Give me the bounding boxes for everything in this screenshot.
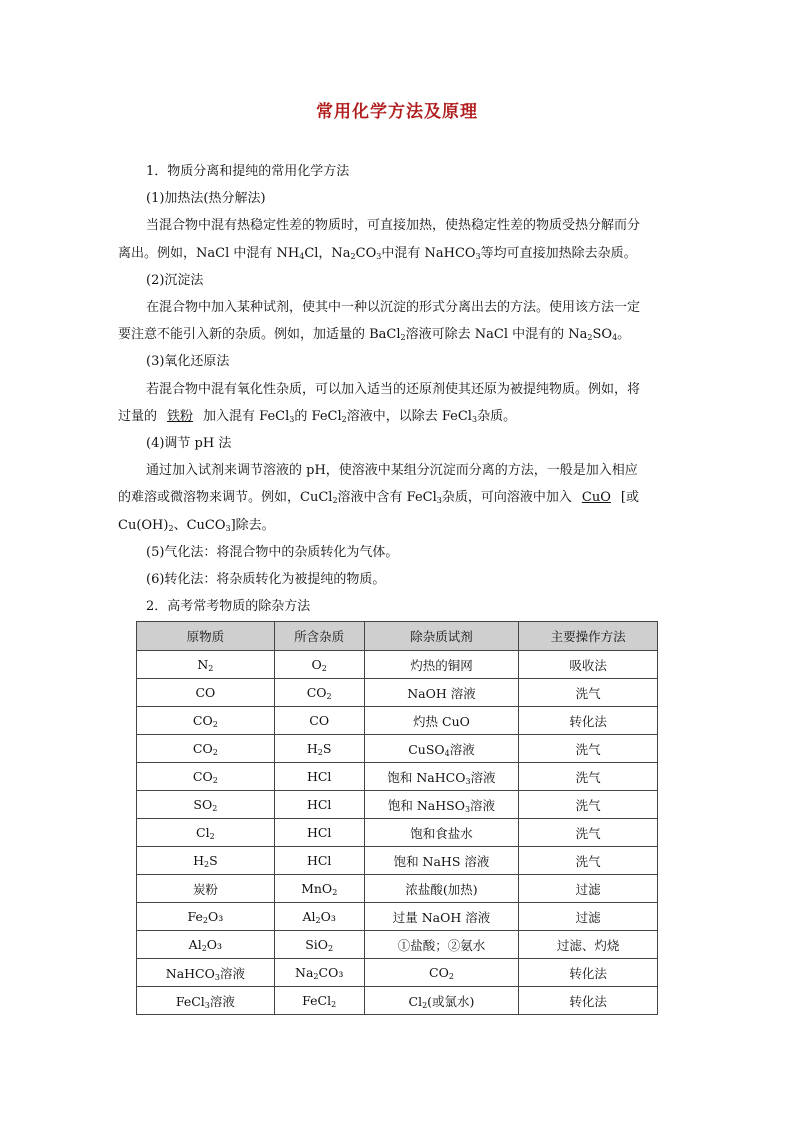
subscript: 3 — [225, 523, 231, 533]
table-cell — [364, 931, 519, 959]
text-run: 过量的 — [118, 408, 158, 424]
method-5: (5)气化法：将混合物中的杂质转化为气体。 — [146, 544, 399, 560]
subscript: 2 — [212, 720, 218, 729]
table-cell — [274, 847, 364, 875]
cell-text: Al — [302, 909, 316, 924]
table-row — [137, 651, 658, 679]
cell-text: CuSO — [408, 741, 445, 757]
table-cell — [364, 987, 519, 1015]
cell-text: 过滤 — [575, 881, 601, 897]
method-3-line-1: 若混合物中混有氧化性杂质，可以加入适当的还原剂使其还原为被提纯物质。例如，将 — [146, 381, 641, 397]
method-1-label: (1)加热法(热分解法) — [146, 191, 266, 207]
cell-text: O₃ — [207, 909, 224, 924]
method-4-line-1: 通过加入试剂来调节溶液的 pH，使溶液中某组分沉淀而分离的方法，一般是加入相应 — [146, 463, 638, 479]
text-run: 的难溶或微溶物来调节。例如，CuCl — [118, 490, 333, 506]
cell-text: 溶液 — [209, 993, 235, 1009]
cell-text: CO — [309, 713, 330, 728]
table-cell — [274, 791, 364, 819]
subscript: 3 — [289, 414, 295, 424]
cell-text: Na — [295, 965, 314, 980]
subscript: 3 — [465, 776, 471, 786]
subscript: 2 — [201, 944, 207, 953]
table-cell — [137, 651, 275, 679]
table-row — [137, 679, 658, 707]
cell-text: HCl — [306, 797, 332, 812]
subscript: 2 — [212, 748, 218, 757]
subscript: 2 — [328, 944, 334, 953]
subscript: 3 — [376, 251, 382, 261]
table-cell — [364, 679, 519, 707]
subscript: 2 — [587, 333, 593, 343]
cell-text: CO — [192, 741, 213, 756]
cell-text: (或氯水) — [427, 993, 475, 1009]
cell-text: Al — [188, 937, 202, 952]
impurity-removal-table — [136, 621, 658, 1015]
subscript: 2 — [317, 748, 323, 757]
table-cell — [137, 903, 275, 931]
cell-text: 转化法 — [569, 965, 607, 981]
cell-text: 饱和 NaHSO — [387, 797, 465, 813]
method-1-line-1: 当混合物中混有热稳定性差的物质时，可直接加热，使热稳定性差的物质受热分解而分 — [146, 218, 641, 234]
table-row — [137, 987, 658, 1015]
table-cell — [137, 931, 275, 959]
cell-text: 饱和 NaHS 溶液 — [393, 853, 490, 869]
text-run: 。 — [617, 327, 631, 343]
table-cell — [364, 651, 519, 679]
table-cell — [519, 847, 658, 875]
cell-text: MnO — [301, 881, 333, 896]
table-row — [137, 763, 658, 791]
subscript: 3 — [214, 972, 220, 982]
table-cell — [364, 819, 519, 847]
subscript: 2 — [313, 972, 319, 981]
method-3-line-2 — [118, 403, 678, 430]
subscript: 2 — [350, 251, 356, 261]
method-2-line-1: 在混合物中加入某种试剂，使其中一种以沉淀的形式分离出去的方法。使用该方法一定 — [146, 300, 641, 316]
section-2-heading: 2．高考常考物质的除杂方法 — [146, 599, 311, 615]
table-cell — [137, 791, 275, 819]
page-title: 常用化学方法及原理 — [316, 102, 478, 122]
method-2-label: (2)沉淀法 — [146, 272, 204, 288]
cell-text: Cl — [408, 993, 423, 1009]
content — [118, 158, 678, 620]
cell-text: 过量 NaOH 溶液 — [392, 909, 491, 925]
table-body — [137, 651, 658, 1015]
text-run: 离出。例如，NaCl 中混有 NH — [118, 245, 300, 261]
cell-text: 溶液 — [449, 741, 475, 757]
text-run: 中混有 NaHCO — [381, 245, 476, 261]
table-cell — [274, 763, 364, 791]
table-cell — [364, 763, 519, 791]
method-4-line-2 — [118, 484, 678, 511]
cell-text: 饱和 NaHCO — [387, 769, 466, 785]
subscript: 3 — [204, 1000, 210, 1010]
cell-text: 炭粉 — [192, 881, 218, 897]
subscript: 2 — [168, 523, 174, 533]
table-row — [137, 791, 658, 819]
text-run: 、CuCO — [173, 517, 226, 533]
subscript: 4 — [612, 333, 618, 343]
table-cell — [274, 707, 364, 735]
subscript: 2 — [321, 664, 327, 673]
text-run: 加入混有 FeCl — [203, 408, 290, 424]
table-cell — [364, 847, 519, 875]
text-run: 溶液中，以除去 FeCl — [346, 408, 472, 424]
table-cell — [519, 707, 658, 735]
cell-text: O₃ — [206, 937, 223, 952]
table-cell — [274, 987, 364, 1015]
table-cell — [274, 651, 364, 679]
cell-text: NaHCO — [165, 965, 215, 981]
table-row — [137, 903, 658, 931]
subscript: 2 — [209, 832, 215, 841]
table-cell — [364, 707, 519, 735]
table-cell — [137, 959, 275, 987]
table-row — [137, 931, 658, 959]
table-row — [137, 819, 658, 847]
text-run: 要注意不能引入新的杂质。例如，加适量的 BaCl — [118, 327, 401, 343]
subscript: 2 — [203, 860, 210, 869]
cell-text: 洗气 — [575, 853, 601, 869]
cell-text: 洗气 — [575, 741, 601, 757]
cell-text: O₃ — [320, 909, 336, 924]
table-cell — [519, 959, 658, 987]
table-cell — [364, 903, 519, 931]
table-cell — [274, 959, 364, 987]
cell-text: CO — [429, 965, 449, 980]
text-run: 溶液中含有 FeCl — [337, 490, 437, 506]
column-header: 所含杂质 — [274, 622, 364, 651]
cell-text: 灼热 CuO — [413, 713, 470, 729]
text-run: 溶液可除去 NaCl 中混有的 Na — [405, 327, 588, 343]
table-cell — [364, 875, 519, 903]
column-header: 除杂质试剂 — [364, 622, 519, 651]
answer-blank: 铁粉 — [167, 408, 194, 424]
table-cell — [274, 679, 364, 707]
subscript: 2 — [400, 333, 406, 343]
table-cell — [137, 847, 275, 875]
cell-text: Cl — [196, 825, 210, 840]
cell-text: 洗气 — [575, 769, 601, 785]
subscript: 2 — [332, 888, 338, 897]
table-cell — [137, 735, 275, 763]
table-cell — [137, 819, 275, 847]
table-cell — [364, 735, 519, 763]
table-row — [137, 875, 658, 903]
table-cell — [519, 903, 658, 931]
section-1-heading: 1．物质分离和提纯的常用化学方法 — [146, 164, 350, 179]
subscript: 3 — [471, 414, 478, 424]
cell-text: CO — [192, 769, 213, 784]
method-1-line-2 — [118, 240, 678, 267]
cell-text: SiO — [305, 937, 329, 952]
cell-text: CO — [306, 685, 327, 700]
cell-text: HCl — [306, 825, 332, 840]
subscript: 2 — [212, 804, 218, 813]
text-run: SO — [592, 327, 613, 343]
cell-text: NaOH 溶液 — [407, 685, 476, 701]
cell-text: CO — [192, 713, 213, 728]
subscript: 2 — [202, 916, 208, 925]
cell-text: 灼热的铜网 — [410, 657, 473, 673]
table-cell — [519, 735, 658, 763]
subscript: 3 — [475, 251, 481, 261]
cell-text: HCl — [306, 769, 332, 784]
table-cell — [137, 763, 275, 791]
method-4-line-3 — [118, 512, 678, 539]
table-cell — [519, 819, 658, 847]
table-row — [137, 707, 658, 735]
subscript: 2 — [448, 972, 454, 981]
table-cell — [274, 931, 364, 959]
table-cell — [274, 819, 364, 847]
cell-text: 溶液 — [219, 965, 245, 981]
table-cell — [519, 763, 658, 791]
table-cell — [137, 987, 275, 1015]
subscript: 2 — [341, 414, 347, 424]
cell-text: FeCl — [175, 993, 205, 1009]
method-3-label: (3)氧化还原法 — [146, 354, 230, 370]
table-cell — [274, 875, 364, 903]
method-4-label: (4)调节 pH 法 — [146, 436, 232, 452]
cell-text: ①盐酸；②氨水 — [397, 937, 486, 953]
cell-text: S — [209, 853, 218, 868]
method-6: (6)转化法：将杂质转化为被提纯的物质。 — [146, 572, 386, 588]
answer-blank: CuO — [581, 490, 611, 506]
cell-text: H — [306, 741, 318, 756]
cell-text: 转化法 — [569, 713, 607, 729]
cell-text: 洗气 — [575, 685, 601, 701]
text-run: 等均可直接加热除去杂质。 — [480, 245, 637, 261]
text-run: 杂质，可向溶液中加入 — [441, 490, 572, 506]
text-run: CO — [355, 245, 377, 261]
cell-text: 溶液 — [470, 797, 496, 813]
cell-text: FeCl — [302, 993, 332, 1008]
column-header: 原物质 — [137, 622, 275, 651]
table-cell — [274, 903, 364, 931]
text-run: Cu(OH) — [118, 517, 169, 533]
text-run: [或 — [620, 490, 639, 506]
cell-text: SO — [193, 797, 213, 812]
subscript: 4 — [299, 251, 305, 261]
subscript: 2 — [332, 496, 338, 506]
text-run: 杂质。 — [477, 408, 517, 424]
table-cell — [519, 931, 658, 959]
table-row — [137, 735, 658, 763]
cell-text: O — [311, 657, 322, 672]
table-cell — [364, 791, 519, 819]
subscript: 2 — [315, 916, 321, 925]
table-cell — [519, 875, 658, 903]
table-cell — [519, 987, 658, 1015]
text-run: 的 FeCl — [294, 408, 342, 424]
cell-text: S — [322, 741, 332, 756]
text-run: Cl，Na — [304, 245, 351, 261]
cell-text: 过滤、灼烧 — [556, 937, 620, 953]
cell-text: N — [197, 657, 209, 672]
table-cell — [519, 679, 658, 707]
subscript: 2 — [326, 692, 332, 701]
cell-text: H — [193, 853, 204, 868]
cell-text: CO₃ — [318, 965, 344, 980]
cell-text: 吸收法 — [569, 657, 607, 673]
table-row — [137, 847, 658, 875]
cell-text: 过滤 — [575, 909, 601, 925]
table-cell — [519, 651, 658, 679]
table-cell — [137, 679, 275, 707]
method-2-line-2 — [118, 321, 678, 348]
table-cell — [137, 875, 275, 903]
table-cell — [137, 707, 275, 735]
subscript: 3 — [436, 496, 442, 506]
subscript: 3 — [464, 804, 471, 814]
table-cell — [519, 791, 658, 819]
cell-text: 洗气 — [575, 797, 601, 813]
cell-text: 浓盐酸(加热) — [405, 881, 478, 897]
cell-text: 溶液 — [470, 769, 496, 785]
cell-text: 洗气 — [575, 825, 601, 841]
cell-text: CO — [195, 685, 216, 700]
table-row — [137, 959, 658, 987]
subscript: 2 — [331, 1000, 337, 1009]
subscript: 2 — [422, 1000, 428, 1010]
table-cell — [364, 959, 519, 987]
table-cell — [274, 735, 364, 763]
subscript: 2 — [212, 776, 218, 785]
table-header-row — [137, 622, 658, 651]
cell-text: 转化法 — [569, 993, 607, 1009]
text-run: ]除去。 — [230, 517, 275, 533]
cell-text: 饱和食盐水 — [410, 825, 473, 841]
subscript: 2 — [208, 664, 214, 673]
cell-text: Fe — [187, 909, 203, 924]
subscript: 4 — [444, 748, 450, 758]
cell-text: HCl — [306, 853, 332, 868]
column-header: 主要操作方法 — [519, 622, 658, 651]
